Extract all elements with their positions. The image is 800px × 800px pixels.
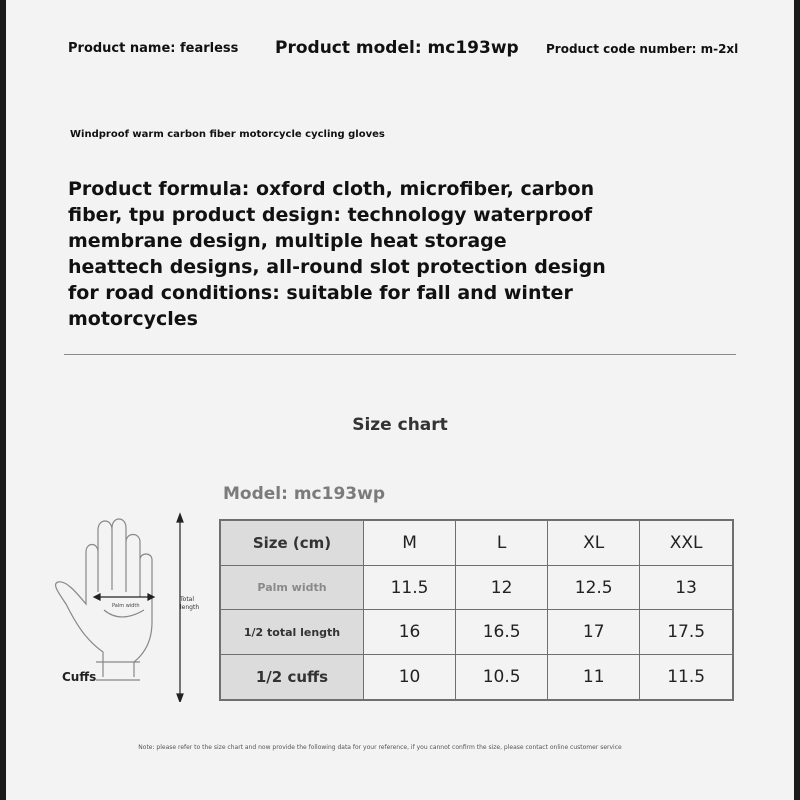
product-code: Product code number: m-2xl bbox=[546, 42, 739, 56]
table-cell: 17 bbox=[548, 610, 640, 655]
row-label: Palm width bbox=[220, 565, 364, 610]
size-column-header: M bbox=[364, 520, 456, 565]
diagram-palm-label: Palm width bbox=[112, 603, 140, 609]
model-label: Model: mc193wp bbox=[223, 484, 385, 504]
table-cell: 11.5 bbox=[640, 655, 733, 701]
table-cell: 12.5 bbox=[548, 565, 640, 610]
table-cell: 13 bbox=[640, 565, 733, 610]
product-model: Product model: mc193wp bbox=[275, 38, 519, 58]
table-header-row bbox=[220, 520, 733, 565]
product-subtitle: Windproof warm carbon fiber motorcycle cycling gloves bbox=[70, 129, 385, 140]
product-name: Product name: fearless bbox=[68, 41, 239, 56]
table-cell: 11 bbox=[548, 655, 640, 701]
divider bbox=[64, 354, 736, 355]
row-label: 1/2 cuffs bbox=[220, 655, 364, 701]
table-cell: 17.5 bbox=[640, 610, 733, 655]
table-cell: 11.5 bbox=[364, 565, 456, 610]
size-column-header: XL bbox=[548, 520, 640, 565]
size-table bbox=[219, 519, 734, 701]
table-cell: 10 bbox=[364, 655, 456, 701]
table-cell: 16 bbox=[364, 610, 456, 655]
table-row bbox=[220, 565, 733, 610]
footnote: Note: please refer to the size chart and now provide the following data for your reference, if you cannot confirm the size, please contact online customer service bbox=[138, 744, 622, 751]
diagram-cuffs-label: Cuffs bbox=[62, 670, 97, 684]
size-column-header: XXL bbox=[640, 520, 733, 565]
table-row bbox=[220, 655, 733, 701]
table-cell: 12 bbox=[456, 565, 548, 610]
table-cell: 16.5 bbox=[456, 610, 548, 655]
row-label: 1/2 total length bbox=[220, 610, 364, 655]
table-cell: 10.5 bbox=[456, 655, 548, 701]
size-column-header: L bbox=[456, 520, 548, 565]
size-chart-title: Size chart bbox=[352, 415, 448, 435]
diagram-total-label: Total length bbox=[180, 596, 200, 611]
table-row bbox=[220, 610, 733, 655]
table-header-label: Size (cm) bbox=[220, 520, 364, 565]
product-formula: Product formula: oxford cloth, microfiber, carbon fiber, tpu product design: technology waterproof membrane design, multiple heat storage heattech designs, all-round slot protection design for road conditions: suitable for fall and winter motorcycles bbox=[68, 178, 606, 330]
